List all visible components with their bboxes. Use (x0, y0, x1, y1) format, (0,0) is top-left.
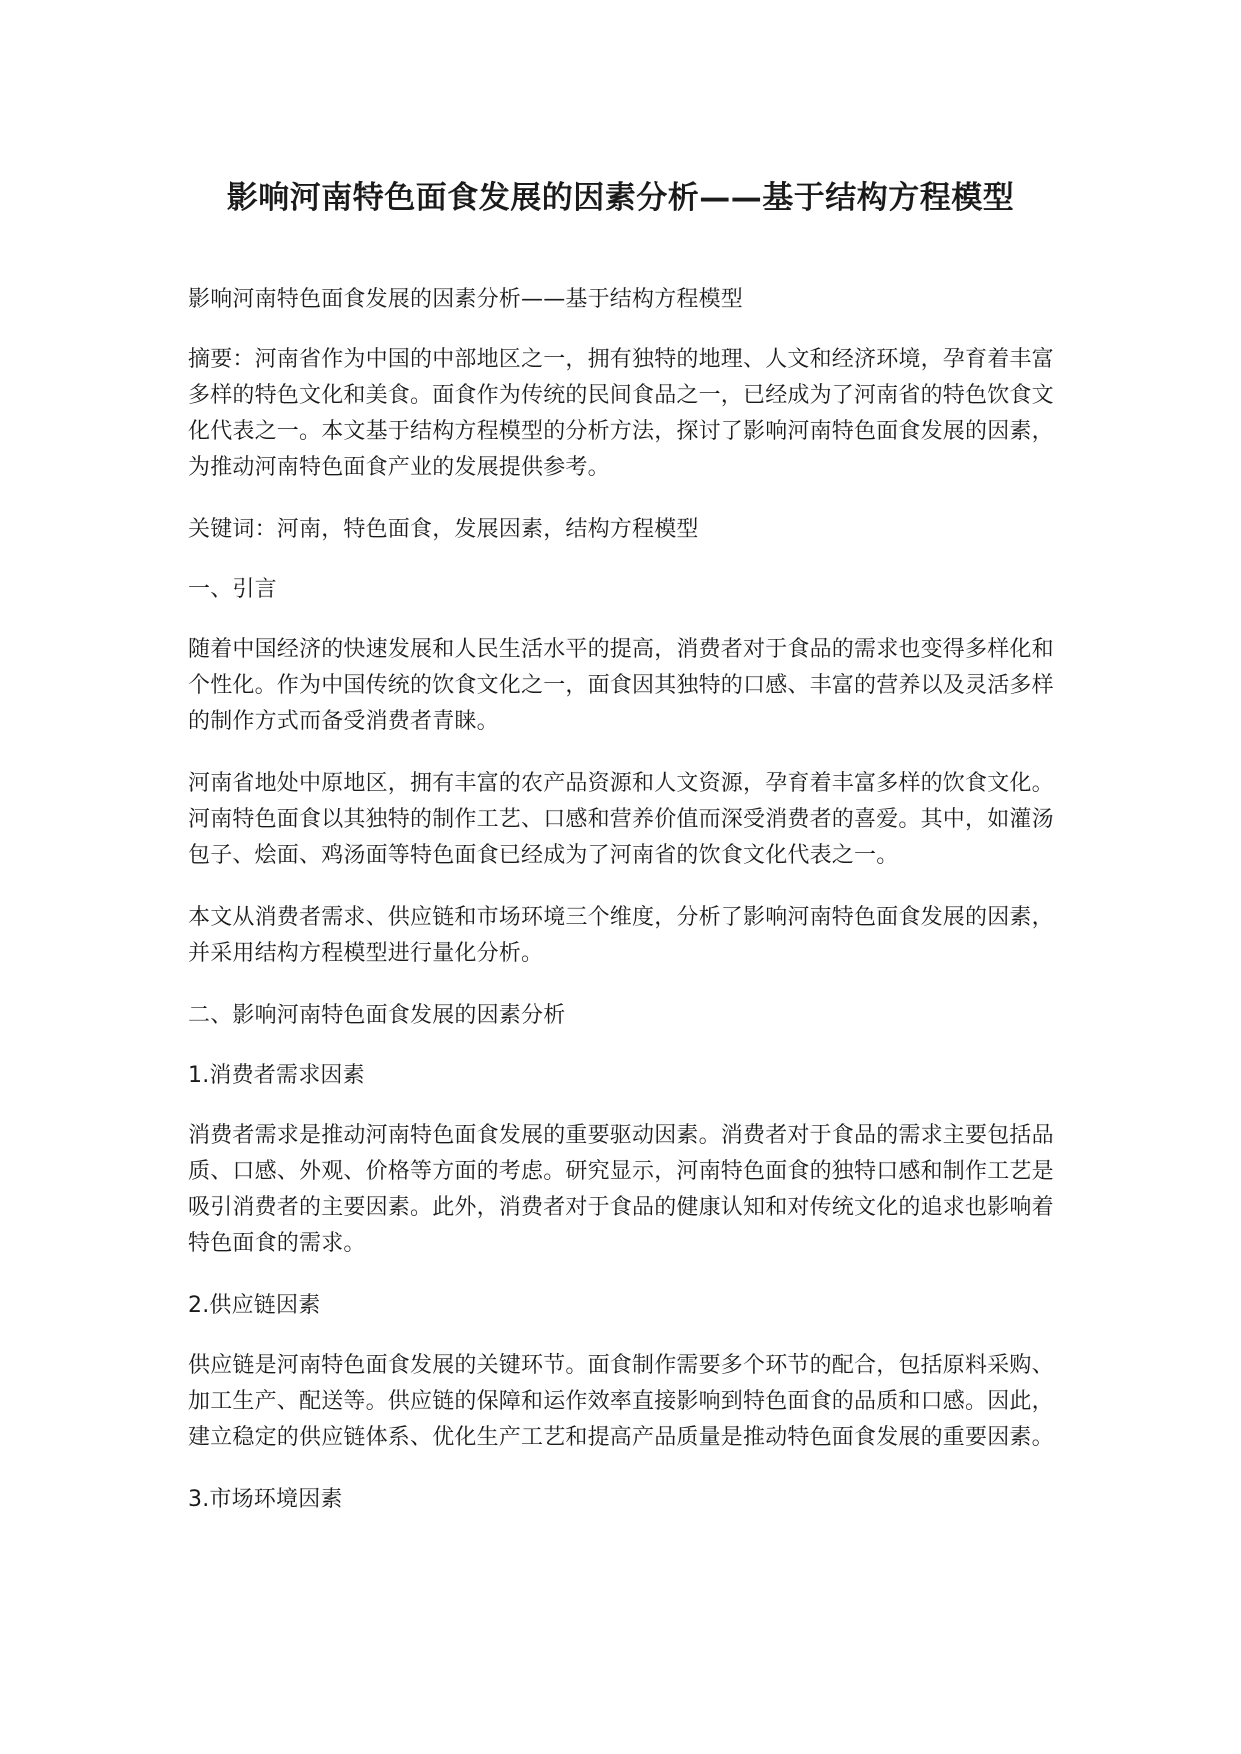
section-heading-introduction: 一、引言 (188, 577, 277, 602)
body-paragraph: 供应链是河南特色面食发展的关键环节。面食制作需要多个环节的配合，包括原料采购、加工生产、配送等。供应链的保障和运作效率直接影响到特色面食的品质和口感。因此，建立稳定的供应链体系、优化生产工艺和提高产品质量是推动特色面食发展的重要因素。 (188, 1353, 1054, 1450)
document-title: 影响河南特色面食发展的因素分析——基于结构方程模型 (226, 180, 1015, 216)
abstract-paragraph: 摘要：河南省作为中国的中部地区之一，拥有独特的地理、人文和经济环境，孕育着丰富多样的特色文化和美食。面食作为传统的民间食品之一，已经成为了河南省的特色饮食文化代表之一。本文基于结构方程模型的分析方法，探讨了影响河南特色面食发展的因素，为推动河南特色面食产业的发展提供参考。 (188, 347, 1054, 480)
body-paragraph: 随着中国经济的快速发展和人民生活水平的提高，消费者对于食品的需求也变得多样化和个性化。作为中国传统的饮食文化之一，面食因其独特的口感、丰富的营养以及灵活多样的制作方式而备受消费者青睐。 (188, 637, 1054, 734)
document-body (188, 282, 1070, 1542)
subsection-heading-consumer-demand: 1.消费者需求因素 (188, 1063, 365, 1088)
subsection-heading-market-environment: 3.市场环境因素 (188, 1487, 343, 1512)
subsection-heading-supply-chain: 2.供应链因素 (188, 1293, 321, 1318)
body-paragraph: 本文从消费者需求、供应链和市场环境三个维度，分析了影响河南特色面食发展的因素，并采用结构方程模型进行量化分析。 (188, 905, 1054, 966)
section-heading-factor-analysis: 二、影响河南特色面食发展的因素分析 (188, 1003, 566, 1028)
body-paragraph: 河南省地处中原地区，拥有丰富的农产品资源和人文资源，孕育着丰富多样的饮食文化。河南特色面食以其独特的制作工艺、口感和营养价值而深受消费者的喜爱。其中，如灌汤包子、烩面、鸡汤面等特色面食已经成为了河南省的饮食文化代表之一。 (188, 771, 1054, 868)
keywords-paragraph: 关键词：河南，特色面食，发展因素，结构方程模型 (188, 517, 699, 542)
subtitle-paragraph: 影响河南特色面食发展的因素分析——基于结构方程模型 (188, 287, 744, 312)
body-paragraph: 消费者需求是推动河南特色面食发展的重要驱动因素。消费者对于食品的需求主要包括品质、口感、外观、价格等方面的考虑。研究显示，河南特色面食的独特口感和制作工艺是吸引消费者的主要因素。此外，消费者对于食品的健康认知和对传统文化的追求也影响着特色面食的需求。 (188, 1123, 1054, 1256)
